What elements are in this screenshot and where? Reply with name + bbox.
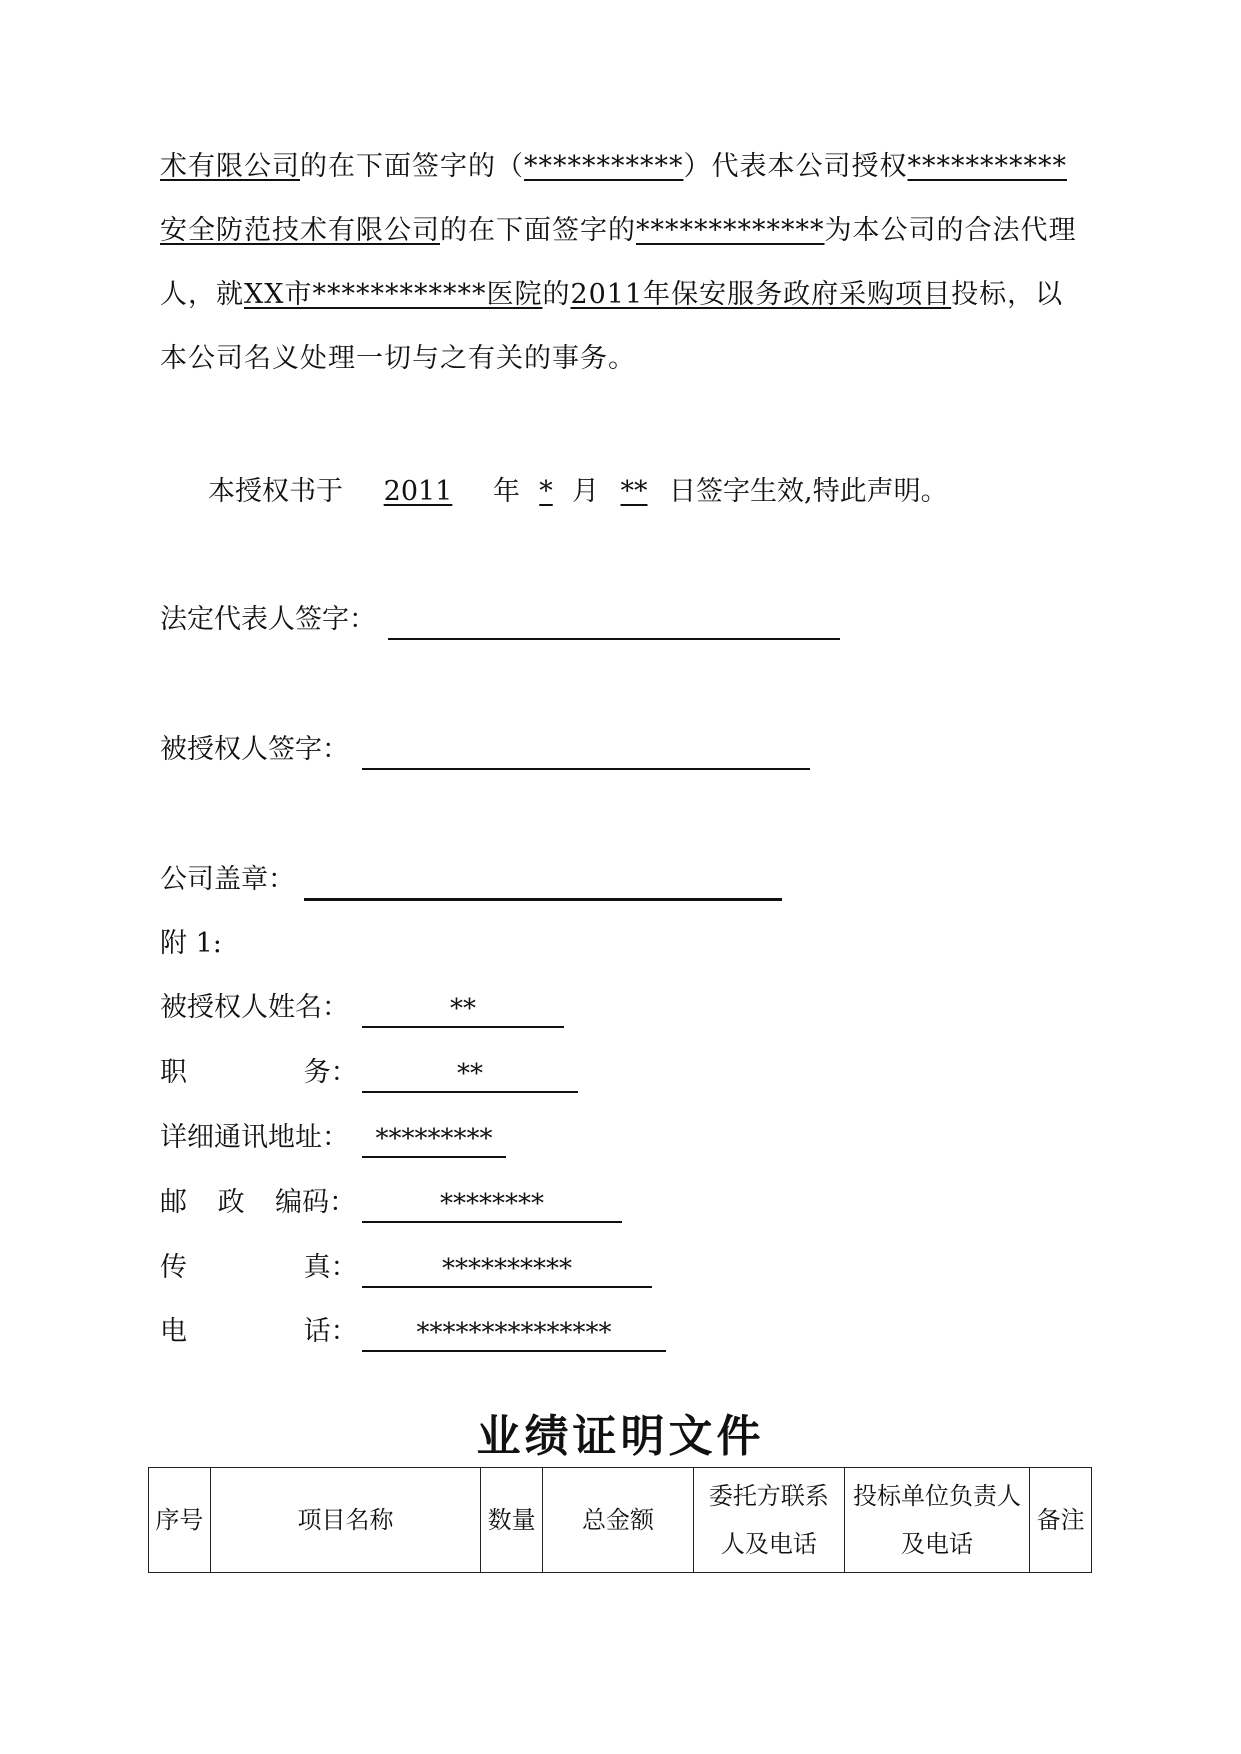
attachment-heading: 附 1: — [160, 928, 222, 959]
signer-name: *********** — [524, 151, 684, 182]
table-header-row — [149, 1468, 1092, 1573]
effective-year — [343, 472, 493, 512]
company-name-tail: 术有限公司 — [160, 151, 300, 182]
field-label-address: 详细通讯地址： — [160, 1122, 349, 1153]
label-phone: 电 话： — [160, 1316, 358, 1347]
project-name: 2011年保安服务政府采购项目 — [570, 279, 952, 310]
effective-date-line — [208, 472, 948, 512]
year-value: 2011 — [383, 476, 453, 507]
year-unit: 年 — [493, 476, 520, 507]
header-bidder-contact: 投标单位负责人及电话 — [844, 1468, 1029, 1573]
field-label-phone — [160, 1312, 358, 1352]
header-index: 序号 — [149, 1468, 211, 1573]
effective-day — [599, 472, 669, 512]
field-value-fax: ********** — [362, 1248, 652, 1288]
header-total-amount: 总金额 — [543, 1468, 694, 1573]
day-value: ** — [620, 476, 648, 507]
text-segment: 的在下面签字的 — [440, 215, 636, 246]
month-unit: 月 — [572, 476, 599, 507]
field-value-phone: *************** — [362, 1312, 666, 1352]
field-label-title — [160, 1053, 358, 1093]
label-postcode: 邮 政 编码： — [160, 1187, 357, 1218]
text-segment: 为本公司的合法代理人，就 — [160, 215, 1077, 310]
field-label-name: 被授权人姓名： — [160, 992, 349, 1023]
field-value-title: ** — [362, 1053, 578, 1093]
authorization-paragraph — [160, 135, 1090, 391]
header-quantity: 数量 — [481, 1468, 543, 1573]
authorized-signature-label: 被授权人签字： — [160, 734, 349, 765]
text-segment: 投标，以本公司名义处理一切与之有关的事务。 — [160, 279, 1064, 374]
legal-rep-signature-label: 法定代表人签字： — [160, 604, 376, 635]
header-project-name: 项目名称 — [210, 1468, 480, 1573]
field-value-name: ** — [362, 988, 564, 1028]
field-label-fax — [160, 1248, 358, 1288]
field-value-address: ********* — [362, 1118, 506, 1158]
header-client-contact: 委托方联系人及电话 — [693, 1468, 844, 1573]
text-segment: ）代表本公司授权 — [683, 151, 908, 182]
label-title: 职 务： — [160, 1057, 358, 1088]
performance-title: 业绩证明文件 — [476, 1411, 765, 1462]
authorized-signature-field — [362, 730, 810, 770]
authorized-company-name: 安全防范技术有限公司 — [160, 215, 440, 246]
month-value: * — [539, 476, 553, 507]
header-remarks: 备注 — [1030, 1468, 1092, 1573]
effective-suffix: 日签字生效,特此声明。 — [669, 476, 948, 507]
agent-name: ************* — [636, 215, 825, 246]
authorized-company-prefix: *********** — [907, 151, 1067, 182]
hospital-name: XX市************医院 — [244, 279, 543, 310]
label-fax: 传 真： — [160, 1252, 358, 1283]
effective-month — [520, 472, 572, 512]
field-value-postcode: ******** — [362, 1183, 622, 1223]
text-segment: 的 — [542, 279, 571, 310]
company-seal-field — [304, 860, 782, 901]
text-segment: 的在下面签字的（ — [300, 151, 524, 182]
legal-rep-signature-field — [388, 600, 840, 640]
company-seal-label: 公司盖章： — [160, 864, 295, 895]
field-label-postcode — [160, 1183, 356, 1223]
performance-table — [148, 1467, 1092, 1573]
effective-prefix: 本授权书于 — [208, 476, 343, 507]
